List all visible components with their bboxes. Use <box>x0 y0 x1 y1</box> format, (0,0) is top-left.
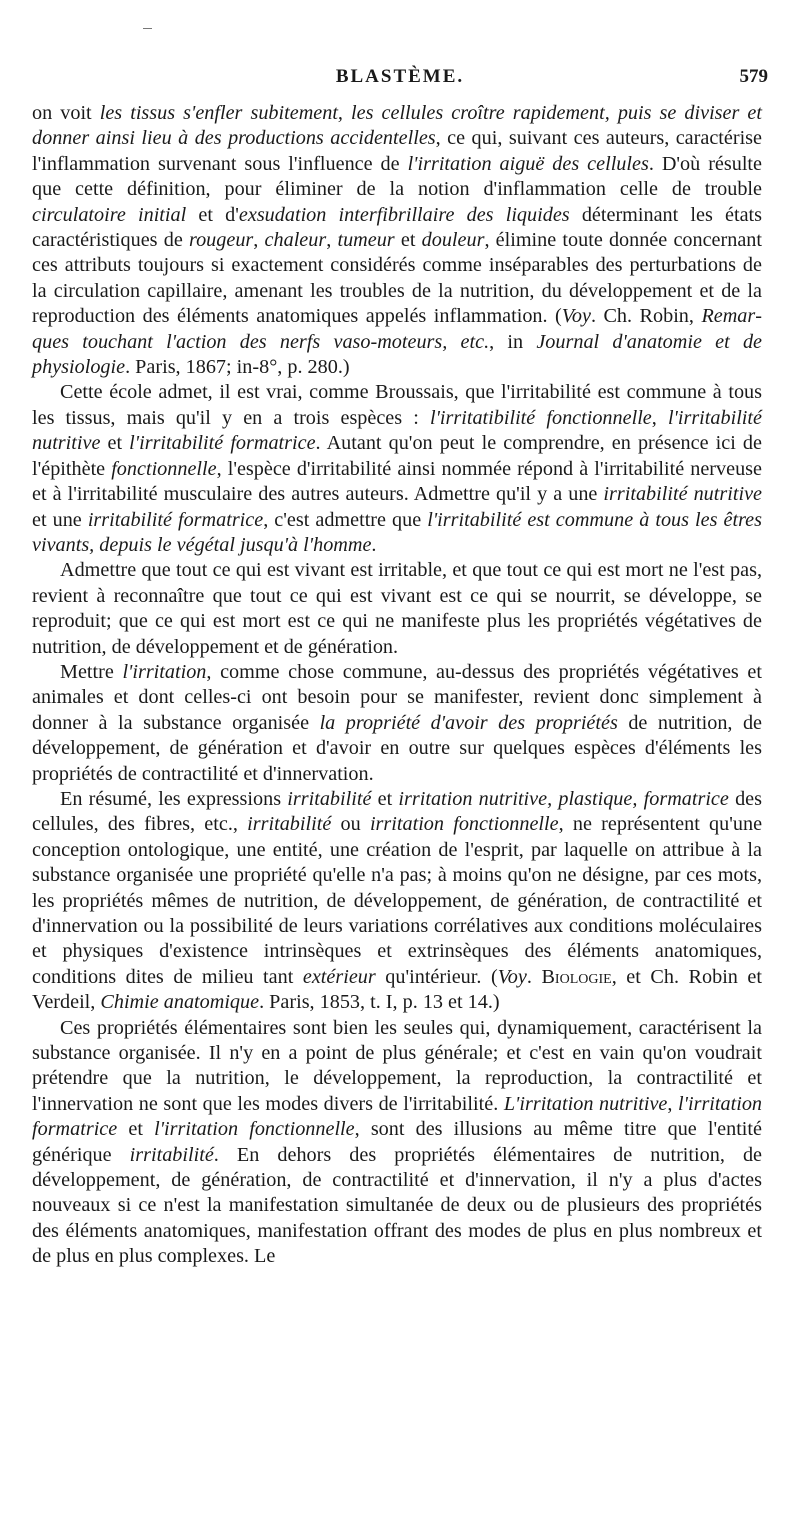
italic-run: irritabilité <box>247 813 332 836</box>
italic-run: irritation nutritive, plastique, formatrice <box>398 787 729 810</box>
text-run: de nutrition, de développement, de génération et d'avoir en outre sur quelques espèces d'éléments les propriétés de contractilité et d'innervation. <box>32 711 763 785</box>
text-run: . D'où résulte que cette définition, pour éliminer de la notion d'inflammation celle de trouble <box>32 152 762 201</box>
italic-run: Journal d'anatomie et de physiologie <box>32 330 763 379</box>
text-run: on voit <box>32 102 100 124</box>
italic-run: l'irritation formatrice <box>32 1092 763 1141</box>
text-run: , comme chose commune, au-dessus des propriétés végétatives et animales et dont celles-ci ont besoin pour se manifester, revient donc simplement à donner à la substance organisée <box>32 660 762 734</box>
text-run: , <box>326 229 338 252</box>
italic-run: circulatoire initial <box>32 203 187 226</box>
text-run: qu'intérieur. ( <box>375 965 498 988</box>
text-run: , élimine toute donnée concernant ces attributs toujours si exactement considérés comme inséparables des perturbations de la circulation capillaire, amenant les troubles de la nutrition, du développement et de la reproduction des éléments anatomiques appelés inflammation. ( <box>32 229 762 328</box>
text-run: , l'espèce d'irritabilité ainsi nommée répond à l'irritabilité nerveuse et à l'irritabilité musculaire des autres auteurs. Admettre qu'il y a une <box>32 457 762 506</box>
paragraph <box>32 558 762 660</box>
italic-run: tumeur <box>337 229 395 252</box>
running-head: BLASTÈME. <box>335 66 465 87</box>
italic-run: irritation fonctionnelle <box>369 813 559 836</box>
italic-run: chaleur <box>264 229 327 252</box>
text-run: . En dehors des propriétés élémentaires de nutrition, de développement, de génération, de contractilité et d'innervation, il n'y a plus d'actes nouveaux si ce n'est la manifestation simultanée de deux ou de plusieurs des propriétés des éléments anatomiques, manifestation offrant des modes de plus en plus nombreux et de plus en plus complexes. Le <box>32 1143 762 1268</box>
text-run: , ce qui, suivant ces auteurs, caractérise l'inflammation survenant sous l'influence de <box>32 127 762 175</box>
text-run: Cette école admet, il est vrai, comme Broussais, que l'irritabilité est commune à tous les tissus, mais qu'il y en a trois espèces : <box>32 381 762 429</box>
text-run: et d' <box>186 203 239 226</box>
paragraph <box>32 660 762 787</box>
text-run: Admettre que tout ce qui est vivant est irritable, et que tout ce qui est mort ne l'est pas, revient à reconnaître que tout ce qui est vivant est ce qui se nourrit, se développe, se reproduit; que ce qui est mort est ce qui ne manifeste plus les propriétés végétatives de nutrition, de développement et de génération. <box>32 559 762 658</box>
italic-run: l'irritation fonctionnelle <box>154 1118 355 1141</box>
text-run: , <box>667 1092 679 1115</box>
paragraph <box>32 787 762 1016</box>
text-run: et une <box>32 508 88 531</box>
text-run: déterminant les états caractéristiques de <box>32 203 763 252</box>
page-number: 579 <box>739 66 768 87</box>
italic-run: l'irritabilité est commune à tous les êtres vivants, depuis le végétal jusqu'à l'homme <box>32 508 762 556</box>
text-run: . Paris, 1867; in-8°, p. 280.) <box>125 356 350 379</box>
italic-run: L'irritation nutritive <box>503 1092 668 1115</box>
text-run: , in <box>489 330 537 353</box>
text-run: Ces propriétés élémentaires sont bien les seules qui, dynamiquement, caractérisent la substance organisée. Il n'y en a point de plus générale; et c'est en vain qu'on voudrait prétendre que la nutrition, le développement, la reproduction, la contractilité et l'innervation ne sont que les modes divers de l'irritabilité. <box>32 1016 762 1115</box>
text-run: . <box>371 533 377 556</box>
italic-run: exsudation interfibrillaire des liquides <box>238 203 570 226</box>
italic-run: irritabilité nutritive <box>603 483 762 506</box>
text-run: , c'est admettre que <box>263 508 428 531</box>
text-run: des cellules, des fibres, etc., <box>32 787 762 836</box>
italic-run: Chimie anatomique <box>100 991 260 1014</box>
italic-run: douleur <box>421 229 485 252</box>
text-run: , sont des illusions au même titre que l'entité générique <box>32 1118 762 1166</box>
italic-run: irritabilité formatrice <box>87 508 264 531</box>
text-run: , ne représentent qu'une conception ontologique, une entité, une création de l'esprit, par laquelle on attribue à la substance organisée une propriété qu'elle n'a pas; à moins qu'on ne désigne, par ces mots, les propriétés mêmes de nutrition, de développement, de génération, de contractilité et d'innervation ou la possibilité de leurs variations corrélatives aux conditions moléculaires et physiques d'existence intrinsèques et extrinsèques des éléments anatomiques, conditions dites de milieu tant <box>32 813 763 988</box>
text-run: . Autant qu'on peut le comprendre, en présence ici de l'épithète <box>32 432 762 480</box>
italic-run: l'irritabilité formatrice <box>129 432 316 455</box>
text-run: Mettre <box>60 660 123 683</box>
text-run: , <box>651 406 668 429</box>
italic-run: l'irritation aiguë des cellules <box>407 152 649 175</box>
text-run: ou <box>331 813 370 836</box>
text-run: , et Ch. Robin et Verdeil, <box>32 965 763 1014</box>
paragraph <box>32 101 762 380</box>
italic-run: Voy <box>497 965 527 988</box>
italic-run: l'irritabilité nutritive <box>32 406 762 455</box>
italic-run: irritabilité <box>129 1143 214 1166</box>
text-run: . Paris, 1853, t. I, p. 13 et 14.) <box>259 991 500 1014</box>
italic-run: extérieur <box>302 965 376 988</box>
italic-run: la propriété d'avoir des propriétés <box>319 711 618 734</box>
italic-run: l'irritatibilité fonctionnelle <box>429 406 652 429</box>
small-caps-run: Biologie <box>541 965 612 988</box>
italic-run: l'irritation <box>122 660 207 683</box>
text-run: et <box>371 787 399 810</box>
paragraph <box>32 1016 762 1270</box>
text-run: et <box>100 432 130 455</box>
text-run: et <box>117 1118 155 1141</box>
italic-run: rougeur <box>188 229 254 252</box>
paragraph <box>32 380 762 558</box>
text-run: . Ch. Robin, <box>590 305 702 328</box>
italic-run: Voy <box>561 305 591 328</box>
text-run: et <box>394 229 422 252</box>
body-text <box>32 101 762 1270</box>
top-mark <box>143 28 152 29</box>
italic-run: fonctionnelle <box>111 457 217 480</box>
text-run: . <box>526 965 542 988</box>
italic-run: Remarques touchant l'action des nerfs vaso-moteurs, etc. <box>32 305 762 353</box>
italic-run: irritabilité <box>287 787 372 810</box>
page-header <box>32 66 768 96</box>
italic-run: les tissus s'enfler subitement, les cellules croître rapidement, puis se diviser et donner ainsi lieu à des productions accidentelles <box>32 102 762 150</box>
text-run: , <box>253 229 265 252</box>
text-run: En résumé, les expressions <box>60 787 288 810</box>
